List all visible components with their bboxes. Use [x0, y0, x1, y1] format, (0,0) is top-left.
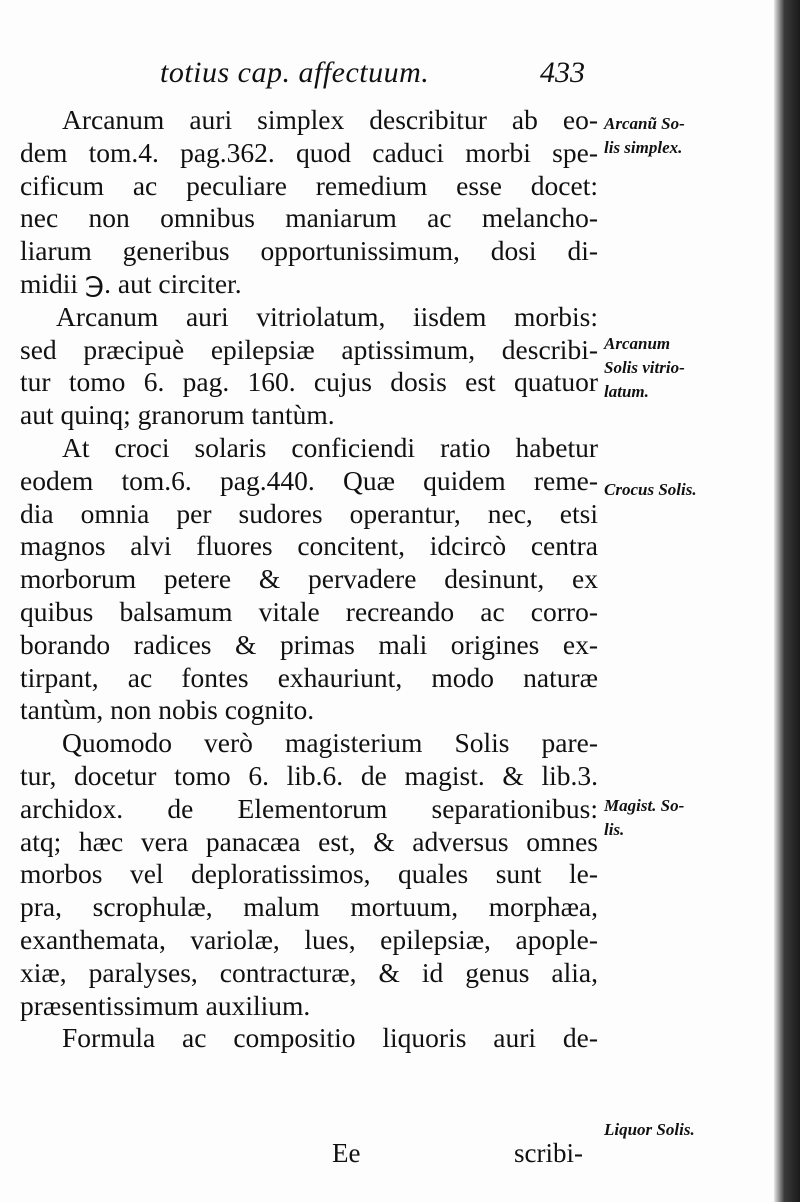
page-number: 433 [540, 56, 585, 89]
body-text [20, 104, 598, 1055]
text-line: borando radices & primas mali origines ex- [20, 628, 598, 660]
text-line: tirpant, ac fontes exhauriunt, modo naturæ [20, 661, 598, 693]
text-line: eodem tom.6. pag.440. Quæ quidem reme- [20, 464, 598, 496]
page-gutter [774, 0, 800, 1202]
text-line: midii ℈. aut circiter. [20, 267, 242, 299]
text-line: Formula ac compositio liquoris auri de- [62, 1022, 598, 1054]
marginal-note: Magist. So- lis. [604, 796, 685, 839]
text-line: Quomodo verò magisterium Solis pare- [62, 727, 598, 759]
text-line: aut quinq; granorum tantùm. [20, 399, 335, 431]
text-line: xiæ, paralyses, contracturæ, & id genus alia, [20, 956, 598, 988]
text-line: exanthemata, variolæ, lues, epilepsiæ, apople- [20, 923, 598, 955]
marginal-note: Liquor Solis. [604, 1120, 695, 1139]
text-line: tur tomo 6. pag. 160. cujus dosis est quatuor [20, 366, 598, 398]
text-line: magnos alvi fluores concitent, idcircò centra [20, 530, 598, 562]
text-line: dem tom.4. pag.362. quod caduci morbi spe- [20, 136, 598, 168]
catchword: scribi- [514, 1138, 583, 1168]
marginal-note: Crocus Solis. [604, 480, 697, 499]
running-head-title: totius cap. affectuum. [160, 56, 430, 89]
text-line: pra, scrophulæ, malum mortuum, morphæa, [20, 891, 598, 923]
text-line: At croci solaris conficiendi ratio habetur [62, 431, 598, 463]
text-line: liarum generibus opportunissimum, dosi di- [20, 235, 598, 267]
text-line: Arcanum auri simplex describitur ab eo- [62, 104, 598, 135]
text-line: tantùm, non nobis cognito. [20, 694, 315, 726]
text-line: Arcanum auri vitriolatum, iisdem morbis: [56, 300, 598, 332]
marginal-note: Arcanum Solis vitrio- latum. [604, 334, 685, 401]
text-line: tur, docetur tomo 6. lib.6. de magist. & lib.3. [20, 759, 598, 791]
signature-mark: Ee [332, 1138, 361, 1168]
text-line: morborum petere & pervadere desinunt, ex [20, 563, 598, 595]
marginal-note: Arcanũ So- lis simplex. [604, 114, 685, 157]
running-head [160, 56, 600, 96]
text-line: dia omnia per sudores operantur, nec, etsi [20, 497, 598, 529]
text-line: archidox. de Elementorum separationibus: [20, 792, 598, 824]
text-line: nec non omnibus maniarum ac melancho- [20, 202, 598, 234]
text-line: cificum ac peculiare remedium esse docet: [20, 169, 598, 201]
text-line: atq; hæc vera panacæa est, & adversus omnes [20, 825, 598, 857]
text-line: sed præcipuè epilepsiæ aptissimum, describi- [20, 333, 598, 365]
text-line: quibus balsamum vitale recreando ac corro- [20, 595, 598, 627]
text-line: præsentissimum auxilium. [20, 989, 311, 1021]
text-line: morbos vel deploratissimos, quales sunt le- [20, 858, 598, 890]
